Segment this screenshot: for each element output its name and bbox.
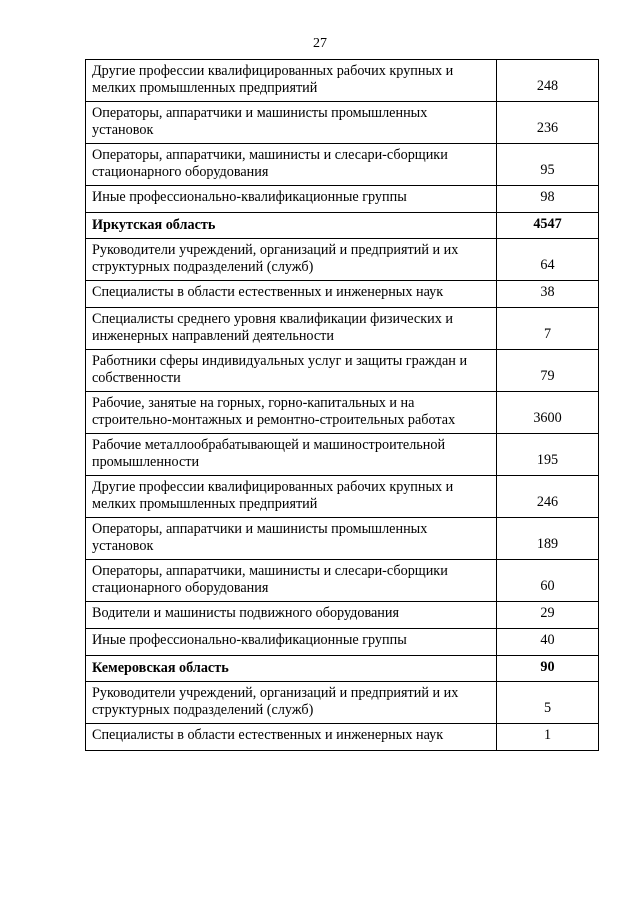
occupation-label: Операторы, аппаратчики и машинисты промышленных установок [86, 518, 497, 560]
occupation-count: 38 [497, 281, 599, 308]
table-row [86, 102, 599, 144]
occupation-count: 236 [497, 102, 599, 144]
occupation-count: 79 [497, 350, 599, 392]
occupation-count: 5 [497, 682, 599, 724]
occupation-count: 64 [497, 239, 599, 281]
table-row [86, 239, 599, 281]
data-table [85, 59, 599, 751]
page-number: 27 [313, 36, 327, 51]
occupation-count: 3600 [497, 392, 599, 434]
region-total: 4547 [497, 213, 599, 239]
table-row [86, 518, 599, 560]
region-total: 90 [497, 656, 599, 682]
occupation-label: Операторы, аппаратчики, машинисты и слесари-сборщики стационарного оборудования [86, 144, 497, 186]
occupation-count: 7 [497, 308, 599, 350]
table-row [86, 308, 599, 350]
region-row [86, 656, 599, 682]
occupation-label: Руководители учреждений, организаций и предприятий и их структурных подразделений (служб) [86, 682, 497, 724]
table-body [86, 60, 599, 751]
table-row [86, 602, 599, 629]
table-row [86, 281, 599, 308]
occupation-label: Рабочие металлообрабатывающей и машиностроительной промышленности [86, 434, 497, 476]
occupation-count: 246 [497, 476, 599, 518]
table-row [86, 434, 599, 476]
occupation-label: Специалисты среднего уровня квалификации физических и инженерных направлений деятельности [86, 308, 497, 350]
occupation-label: Другие профессии квалифицированных рабочих крупных и мелких промышленных предприятий [86, 60, 497, 102]
table-row [86, 60, 599, 102]
occupation-label: Руководители учреждений, организаций и предприятий и их структурных подразделений (служб) [86, 239, 497, 281]
table-row [86, 144, 599, 186]
occupation-count: 29 [497, 602, 599, 629]
occupation-count: 95 [497, 144, 599, 186]
table-row [86, 186, 599, 213]
occupation-count: 195 [497, 434, 599, 476]
occupation-label: Операторы, аппаратчики и машинисты промышленных установок [86, 102, 497, 144]
table-row [86, 392, 599, 434]
occupation-label: Специалисты в области естественных и инженерных наук [86, 281, 497, 308]
occupation-label: Рабочие, занятые на горных, горно-капитальных и на строительно-монтажных и ремонтно-строительных работах [86, 392, 497, 434]
region-name: Кемеровская область [86, 656, 497, 682]
occupation-label: Водители и машинисты подвижного оборудования [86, 602, 497, 629]
occupation-label: Операторы, аппаратчики, машинисты и слесари-сборщики стационарного оборудования [86, 560, 497, 602]
occupation-count: 40 [497, 629, 599, 656]
occupation-label: Специалисты в области естественных и инженерных наук [86, 724, 497, 751]
table-row [86, 724, 599, 751]
occupation-label: Работники сферы индивидуальных услуг и защиты граждан и собственности [86, 350, 497, 392]
table-row [86, 476, 599, 518]
table-row [86, 560, 599, 602]
occupation-label: Другие профессии квалифицированных рабочих крупных и мелких промышленных предприятий [86, 476, 497, 518]
occupation-count: 248 [497, 60, 599, 102]
occupation-count: 60 [497, 560, 599, 602]
region-name: Иркутская область [86, 213, 497, 239]
region-row [86, 213, 599, 239]
occupation-label: Иные профессионально-квалификационные группы [86, 629, 497, 656]
occupation-count: 98 [497, 186, 599, 213]
table-row [86, 682, 599, 724]
occupation-count: 189 [497, 518, 599, 560]
occupation-count: 1 [497, 724, 599, 751]
table-row [86, 629, 599, 656]
occupation-label: Иные профессионально-квалификационные группы [86, 186, 497, 213]
table-row [86, 350, 599, 392]
